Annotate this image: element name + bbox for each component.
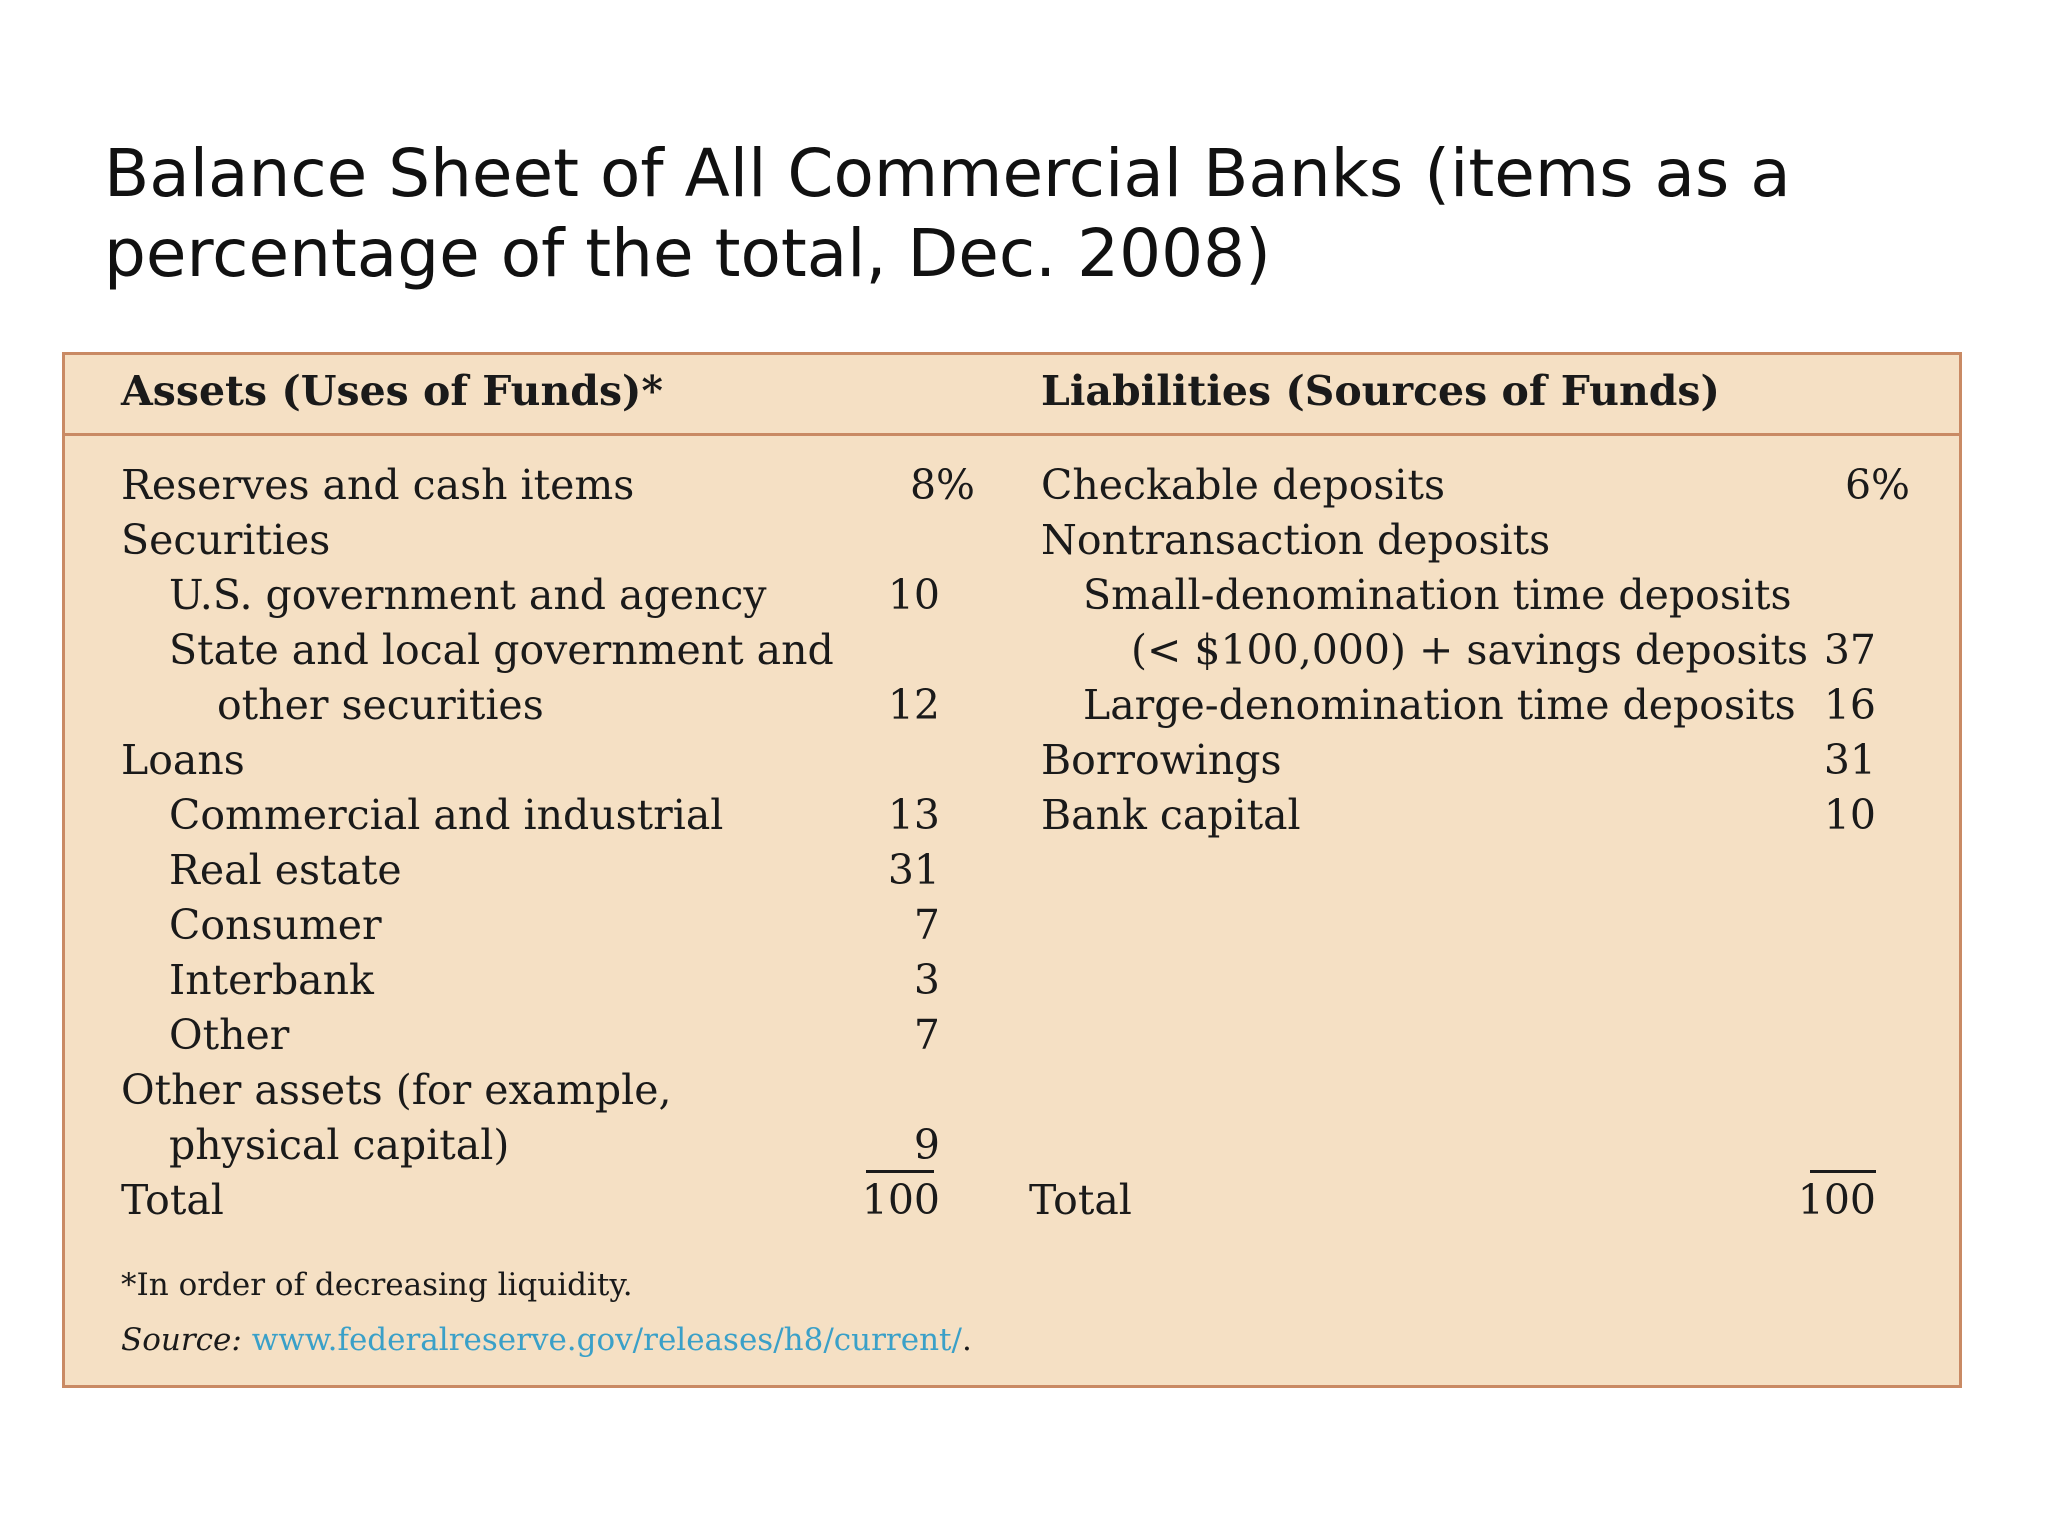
liability-label: Checkable deposits (1041, 461, 1446, 509)
liquidity-footnote: *In order of decreasing liquidity. (121, 1267, 633, 1303)
asset-label: U.S. government and agency (169, 571, 767, 619)
assets-total-value: 100 (861, 1176, 940, 1224)
asset-label: Loans (121, 736, 245, 784)
asset-label: physical capital) (169, 1121, 510, 1169)
asset-label: other securities (217, 681, 544, 729)
balance-sheet-table (62, 352, 1962, 1388)
table-header-row (65, 355, 1959, 436)
asset-value: 9 (913, 1121, 940, 1169)
liabilities-header: Liabilities (Sources of Funds) (1041, 367, 1720, 415)
assets-total-label: Total (121, 1176, 224, 1224)
liabilities-total-value: 100 (1797, 1176, 1876, 1224)
source-line (121, 1322, 972, 1358)
liability-label: Nontransaction deposits (1041, 516, 1551, 564)
asset-value: 7 (913, 1011, 940, 1059)
asset-label: Reserves and cash items (121, 461, 635, 509)
asset-label: Other (169, 1011, 290, 1059)
asset-label: Commercial and industrial (169, 791, 724, 839)
asset-value: 3 (913, 956, 940, 1004)
source-end: . (961, 1322, 972, 1358)
source-link[interactable]: www.federalreserve.gov/releases/h8/current/ (251, 1322, 962, 1358)
slide-title: Balance Sheet of All Commercial Banks (items as a percentage of the total, Dec. 2008) (104, 135, 1791, 292)
asset-label: Securities (121, 516, 331, 564)
asset-value: 13 (887, 791, 940, 839)
liability-value: 16 (1823, 681, 1876, 729)
asset-label: Interbank (169, 956, 374, 1004)
assets-header: Assets (Uses of Funds)* (121, 367, 663, 415)
source-label: Source: (121, 1322, 242, 1358)
asset-label: Consumer (169, 901, 382, 949)
asset-label: State and local government and (169, 626, 834, 674)
liability-label: Borrowings (1041, 736, 1282, 784)
liability-value: 6% (1844, 461, 1910, 509)
liabilities-total-label: Total (1029, 1176, 1132, 1224)
asset-value: 7 (913, 901, 940, 949)
liability-label: (< $100,000) + savings deposits (1131, 626, 1809, 674)
asset-label: Other assets (for example, (121, 1066, 672, 1114)
liability-label: Small-denomination time deposits (1083, 571, 1792, 619)
asset-value: 12 (887, 681, 940, 729)
asset-value: 8% (909, 461, 975, 509)
asset-value: 31 (887, 846, 940, 894)
liability-label: Large-denomination time deposits (1083, 681, 1796, 729)
liability-label: Bank capital (1041, 791, 1301, 839)
asset-label: Real estate (169, 846, 402, 894)
liability-value: 10 (1823, 791, 1876, 839)
liability-value: 37 (1823, 626, 1876, 674)
liability-value: 31 (1823, 736, 1876, 784)
asset-value: 10 (887, 571, 940, 619)
